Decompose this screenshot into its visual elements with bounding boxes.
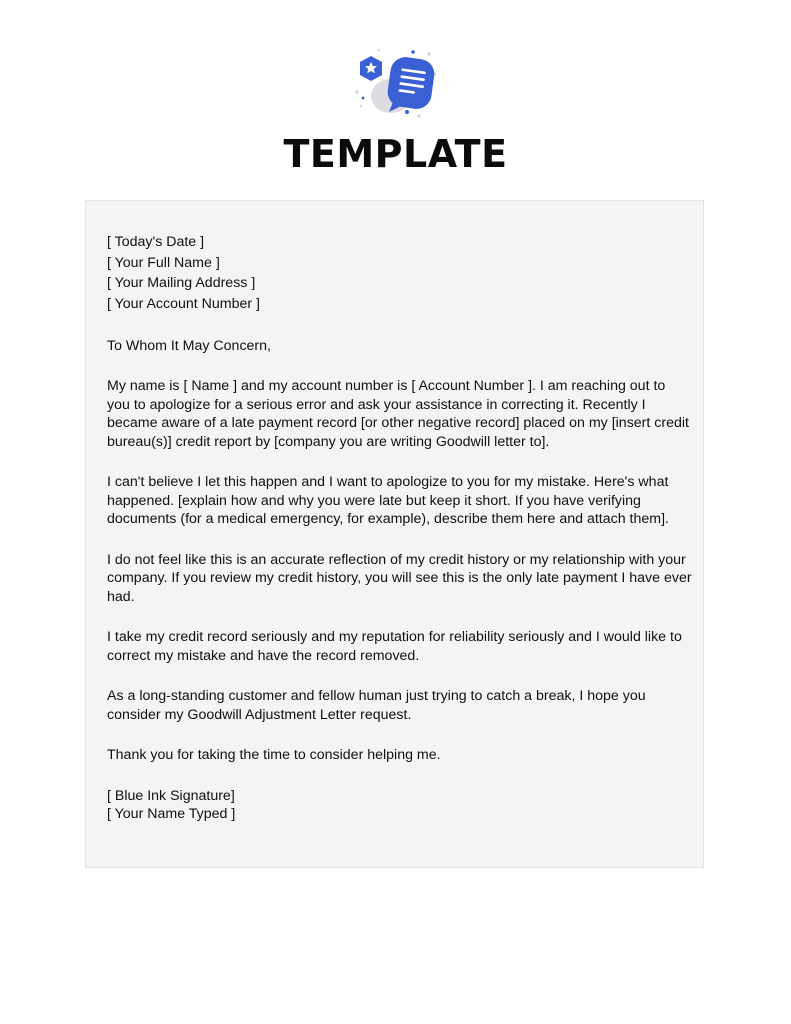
letter-body: [107, 232, 692, 824]
paragraph-request-removal: I take my credit record seriously and my reputation for reliability seriously and I would like to correct my mistake and have the record removed.: [107, 629, 682, 664]
full-name-placeholder: [ Your Full Name ]: [107, 254, 220, 271]
mailing-address-placeholder: [ Your Mailing Address ]: [107, 275, 256, 291]
todays-date-placeholder: [ Today's Date ]: [107, 234, 205, 250]
paragraph-credit-history: I do not feel like this is an accurate reflection of my credit history or my relationship with your company. If you review my credit history, you will see this is the only late payment I have ever had.: [107, 551, 692, 605]
salutation: To Whom It May Concern,: [107, 337, 271, 354]
signature-placeholder: [ Blue Ink Signature]: [107, 787, 235, 804]
letter-closing-block: [107, 787, 692, 824]
letter-header-block: [107, 232, 692, 314]
paragraph-apology: I can't believe I let this happen and I want to apologize to you for my mistake. Here's what happened. [explain how and why you were late but keep it short. If you have verifying documents (for a medical emergency, for example), describe them here and attach them].: [107, 474, 669, 527]
letter-template-card: [85, 200, 704, 868]
account-number-placeholder: [ Your Account Number ]: [107, 295, 260, 312]
paragraph-thank-you: Thank you for taking the time to consider helping me.: [107, 747, 441, 763]
document-chat-logo-icon: [349, 46, 443, 122]
page-title: TEMPLATE: [283, 132, 508, 176]
typed-name-placeholder: [ Your Name Typed ]: [107, 806, 236, 822]
paragraph-introduction: My name is [ Name ] and my account number is [ Account Number ]. I am reaching out to you to apologize for a serious error and ask your assistance in correcting it. Recently I became aware of a late payment record [or other negative record] placed on my [insert credit bureau(s)] credit report by [company you are writing Goodwill letter to].: [107, 378, 689, 450]
paragraph-goodwill-request: As a long-standing customer and fellow human just trying to catch a break, I hope you consider my Goodwill Adjustment Letter request.: [107, 688, 646, 723]
